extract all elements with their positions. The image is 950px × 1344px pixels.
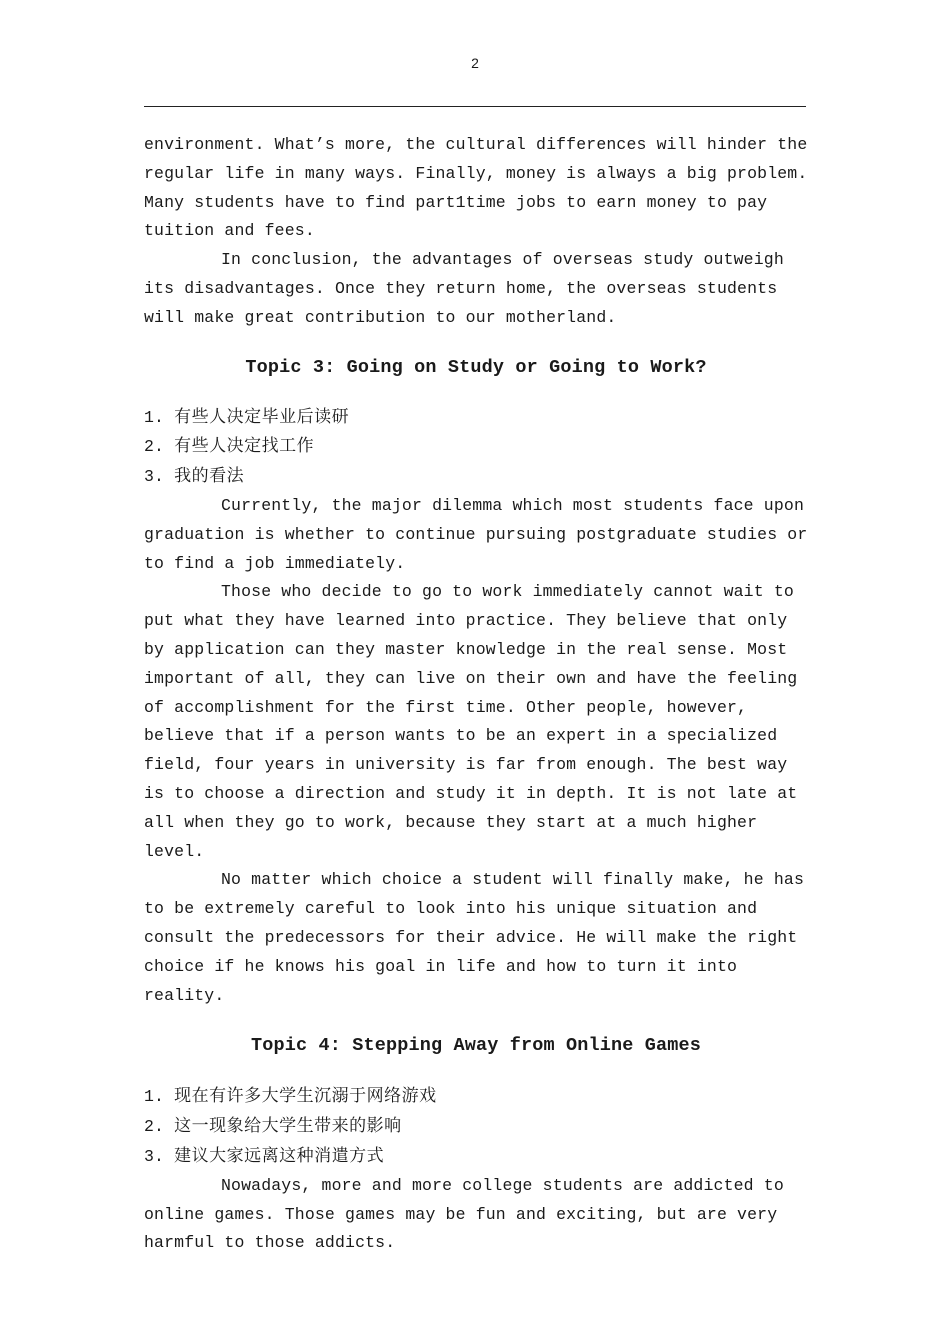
paragraph: Those who decide to go to work immediately cannot wait to put what they have learned into practice. They believe that only by application can they master knowledge in the real sense. Most important of all, they can live on their own and have the feeling of accomplishment for the first time. Other people, however, believe that if a person wants to be an expert in a specialized field, four years in university is far from enough. The best way is to choose a direction and study it in depth. It is not late at all when they go to work, because they start at a much higher level. — [144, 582, 798, 861]
paragraph: No matter which choice a student will finally make, he has to be extremely careful to look into his unique situation and consult the predecessors for their advice. He will make the right choice if he knows his goal in life and how to turn it into reality. — [144, 870, 804, 1005]
list-item-text: 这一现象给大学生带来的影响 — [174, 1116, 402, 1137]
list-item — [144, 403, 808, 433]
list-item-text: 有些人决定毕业后读研 — [174, 406, 350, 427]
list-item-text: 建议大家远离这种消遣方式 — [174, 1145, 385, 1166]
list-number: 3. — [144, 1146, 165, 1166]
list-number: 2. — [144, 437, 165, 457]
list-item — [144, 1112, 808, 1142]
list-item — [144, 432, 808, 462]
page-body — [144, 131, 808, 1258]
list-item-text: 我的看法 — [174, 466, 245, 487]
list-number: 3. — [144, 467, 165, 487]
list-number: 2. — [144, 1117, 165, 1137]
topic-3-outline — [144, 403, 808, 492]
list-item-text: 现在有许多大学生沉溺于网络游戏 — [174, 1086, 437, 1107]
list-item-text: 有些人决定找工作 — [174, 436, 315, 457]
list-number: 1. — [144, 407, 165, 427]
list-number: 1. — [144, 1087, 165, 1107]
topic-4-outline — [144, 1082, 808, 1171]
paragraph: environment. What’s more, the cultural differences will hinder the regular life in many ways. Finally, money is always a big problem. Many students have to find part1time jobs to earn money to pay tuition and fees. — [144, 135, 808, 241]
topic-4-heading: Topic 4: Stepping Away from Online Games — [250, 1035, 702, 1057]
list-item — [144, 1142, 808, 1172]
topic-3-heading: Topic 3: Going on Study or Going to Work? — [245, 356, 707, 378]
paragraph: Currently, the major dilemma which most students face upon graduation is whether to continue pursuing postgraduate studies or to find a job immediately. — [144, 495, 808, 573]
page-number: 2 — [471, 55, 479, 71]
list-item — [144, 462, 808, 492]
list-item — [144, 1082, 808, 1112]
paragraph: Nowadays, more and more college students are addicted to online games. Those games may be fun and exciting, but are very harmful to those addicts. — [144, 1175, 784, 1253]
paragraph: In conclusion, the advantages of overseas study outweigh its disadvantages. Once they return home, the overseas students will make great contribution to our motherland. — [144, 250, 784, 327]
header-rule — [144, 106, 806, 107]
